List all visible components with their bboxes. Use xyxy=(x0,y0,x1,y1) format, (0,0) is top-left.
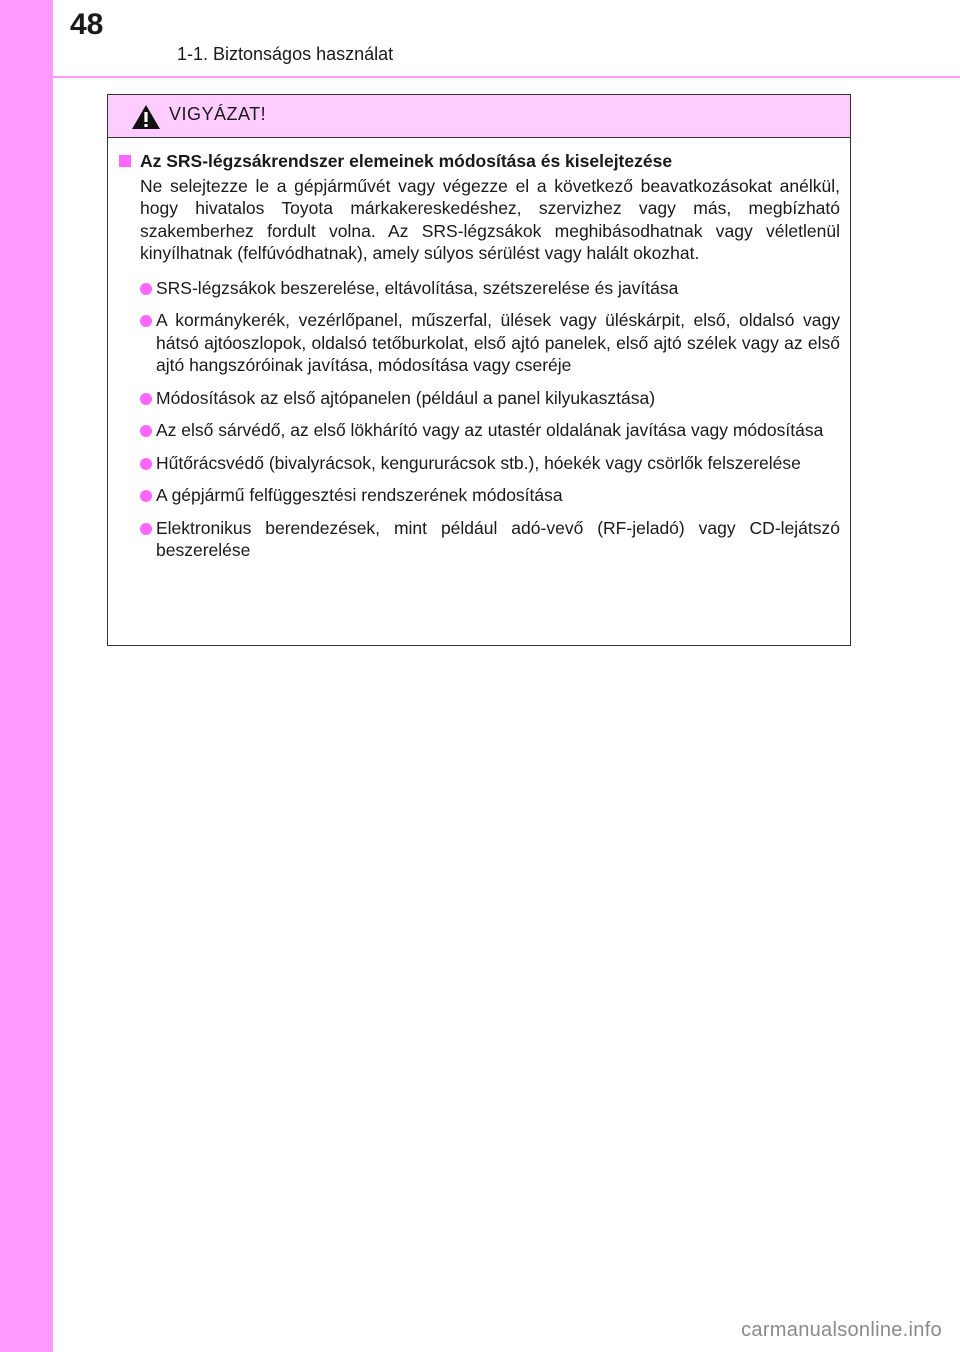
page-number: 48 xyxy=(70,8,104,41)
section-title: 1-1. Biztonságos használat xyxy=(177,44,394,64)
warning-triangle-icon xyxy=(131,104,161,130)
warning-heading-text: Az SRS-légzsákrendszer elemeinek módosítása és kiselejtezése xyxy=(140,151,673,171)
list-item xyxy=(118,309,840,377)
list-item xyxy=(118,277,840,300)
list-item-text: Hűtőrácsvédő (bivalyrácsok, kengururácsok stb.), hóekék vagy csörlők felszerelése xyxy=(156,452,801,473)
bullet-dot-icon xyxy=(140,315,152,327)
list-item xyxy=(118,484,840,507)
footer-watermark: carmanualsonline.info xyxy=(741,1319,942,1341)
bullet-dot-icon xyxy=(140,458,152,470)
bullet-dot-icon xyxy=(140,425,152,437)
list-item-text: A gépjármű felfüggesztési rendszerének módosítása xyxy=(156,485,563,505)
bullet-dot-icon xyxy=(140,490,152,502)
list-item-text: Elektronikus berendezések, mint például adó-vevő (RF-jeladó) vagy CD-lejátszó beszerelése xyxy=(156,517,840,560)
warning-header xyxy=(108,95,850,138)
list-item-text: A kormánykerék, vezérlőpanel, műszerfal, ülések vagy üléskárpit, első, oldalsó vagy hátsó ajtóoszlopok, oldalsó tetőburkolat, első ajtó panelek, első ajtó szélek vagy az első ajtó hangszóróinak javítása, módosítása vagy cseréje xyxy=(156,310,840,375)
list-item xyxy=(118,387,840,410)
square-bullet-icon xyxy=(119,155,131,167)
list-item xyxy=(118,419,840,442)
bullet-dot-icon xyxy=(140,283,152,295)
bullet-dot-icon xyxy=(140,393,152,405)
list-item-text: Az első sárvédő, az első lökhárító vagy az utastér oldalának javítása vagy módosítása xyxy=(156,420,824,440)
warning-intro: Ne selejtezze le a gépjárművét vagy végezze el a következő beavatkozásokat anélkül, hogy hivatalos Toyota márkakereskedéshez, szervizhez vagy más, megbízható szakemberhez fordult volna. Az SRS-légzsákok meghibásodhatnak vagy véletlenül kinyílhatnak (felfúvódhatnak), amely súlyos sérülést vagy halált okozhat. xyxy=(140,175,840,263)
list-item-text: Módosítások az első ajtópanelen (például a panel kilyukasztása) xyxy=(156,387,656,408)
list-item xyxy=(118,517,840,562)
list-item-text: SRS-légzsákok beszerelése, eltávolítása, szétszerelése és javítása xyxy=(156,277,679,298)
warning-title: VIGYÁZAT! xyxy=(169,104,267,124)
bullet-dot-icon xyxy=(140,523,152,535)
warning-box xyxy=(107,94,851,646)
warning-heading xyxy=(118,150,840,173)
side-color-bar xyxy=(0,0,53,1352)
list-item xyxy=(118,452,840,475)
header-divider xyxy=(53,76,960,78)
warning-list xyxy=(118,277,840,562)
warning-body xyxy=(108,138,850,562)
